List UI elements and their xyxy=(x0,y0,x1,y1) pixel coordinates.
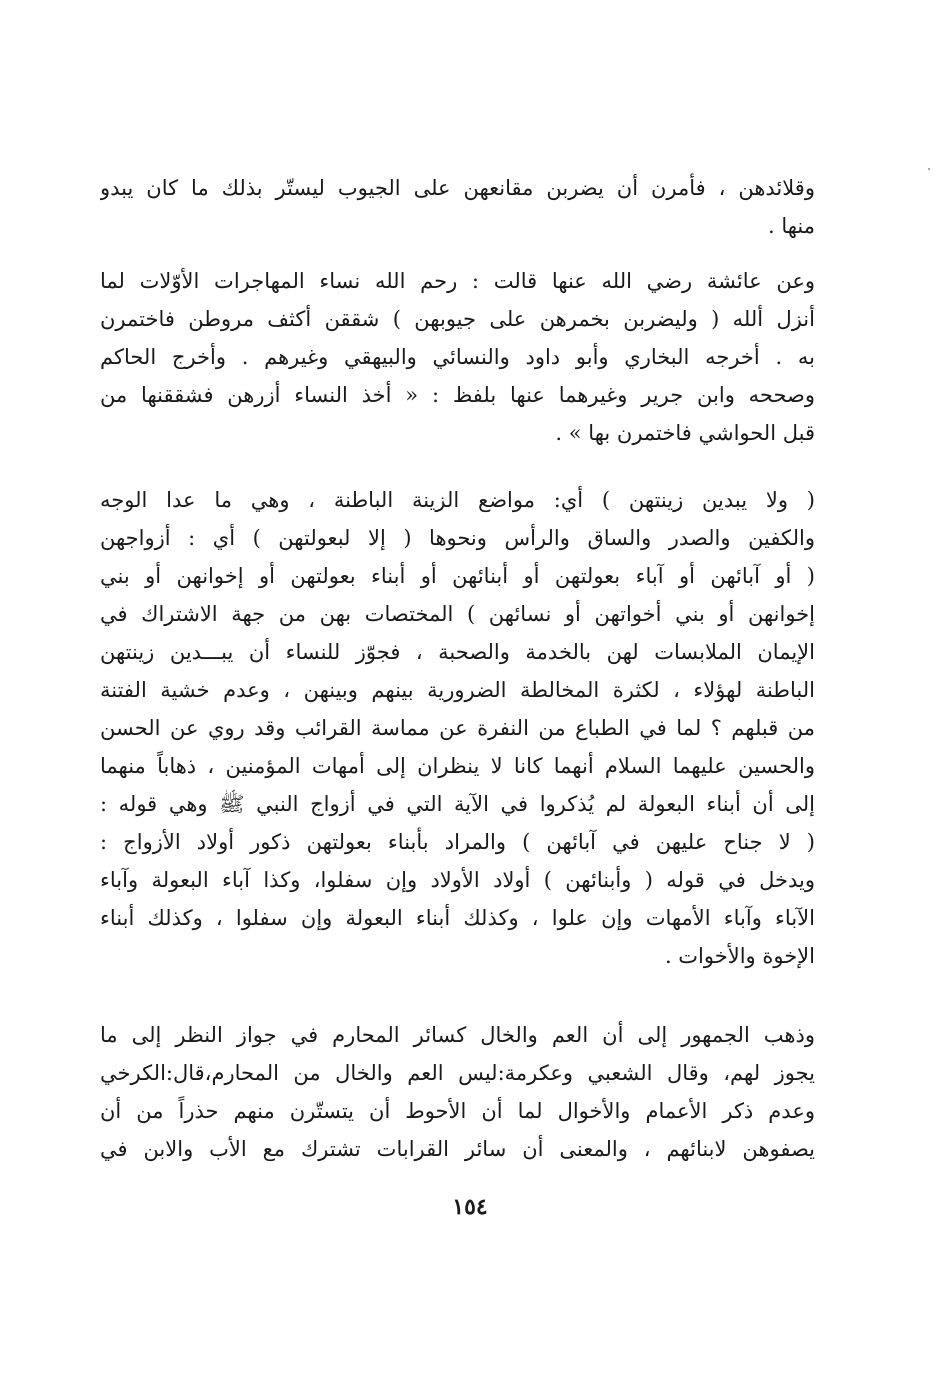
text-line: وقلائدهن ، فأمرن أن يضربن مقانعهن على الجيوب ليستّر بذلك ما كان يبدو xyxy=(100,176,815,200)
text-line: وعدم ذكر الأعمام والأخوال لما أن الأحوط أن يتستّرن منهم حذراً من أن xyxy=(100,1099,815,1123)
paragraph-1 xyxy=(100,169,815,245)
text-line: والكفين والصدر والساق والرأس ونحوها ( إلا لبعولتهن ) أي : أزواجهن xyxy=(100,526,815,550)
text-line: من قبلهم ؟ لما في الطباع من النفرة عن مماسة القرائب وقد روي عن الحسن xyxy=(100,716,815,740)
text-line: الآباء وآباء الأمهات وإن علوا ، وكذلك أبناء البعولة وإن سفلوا ، وكذلك أبناء xyxy=(100,906,815,930)
text-line: الباطنة لهؤلاء ، لكثرة المخالطة الضرورية بينهم وبينهن ، وعدم خشية الفتنة xyxy=(100,678,815,702)
scan-speck xyxy=(928,168,930,170)
text-line: إلى أن أبناء البعولة لم يُذكروا في الآية التي في أزواج النبي ﷺ وهي قوله : xyxy=(100,792,815,816)
text-line: وذهب الجمهور إلى أن العم والخال كسائر المحارم في جواز النظر إلى ما xyxy=(100,1023,815,1047)
text-line: ( ولا يبدين زينتهن ) أي: مواضع الزينة الباطنة ، وهي ما عدا الوجه xyxy=(100,488,815,512)
text-line: يصفوهن لابنائهم ، والمعنى أن سائر القرابات تشترك مع الأب والابن في xyxy=(100,1137,815,1161)
text-line: إخوانهن أو بني أخواتهن أو نسائهن ) المختصات بهن من جهة الاشتراك في xyxy=(100,602,815,626)
paragraph-3 xyxy=(100,481,815,975)
text-line: الإخوة والأخوات . xyxy=(664,944,815,968)
page-number: ١٥٤ xyxy=(452,1194,488,1220)
text-line: الإيمان الملابسات لهن بالخدمة والصحبة ، فجوّز للنساء أن يبـــدين زينتهن xyxy=(100,640,815,664)
text-line: به . أخرجه البخاري وأبو داود والنسائي والبيهقي وغيرهم . وأخرج الحاكم xyxy=(100,345,815,369)
text-line: ويدخل في قوله ( وأبنائهن ) أولاد الأولاد وإن سفلوا، وكذا آباء البعولة وآباء xyxy=(100,868,815,892)
text-line: قبل الحواشي فاختمرن بها » . xyxy=(555,421,815,445)
text-line: يجوز لهم، وقال الشعبي وعكرمة:ليس العم والخال من المحارم،قال:الكرخي xyxy=(100,1061,815,1085)
text-line: وصححه وابن جرير وغيرهما عنها بلفظ : « أخذ النساء أزرهن فشققنها من xyxy=(100,383,815,407)
text-line: ( أو آبائهن أو آباء بعولتهن أو أبنائهن أو أبناء بعولتهن أو إخوانهن أو بني xyxy=(100,564,815,588)
text-line: منها . xyxy=(767,214,815,238)
paragraph-4 xyxy=(100,1016,815,1168)
text-line: وعن عائشة رضي الله عنها قالت : رحم الله نساء المهاجرات الأوّلات لما xyxy=(100,269,815,293)
text-line: أنزل ألله ( وليضربن بخمرهن على جيوبهن ) شققن أكثف مروطن فاختمرن xyxy=(100,307,815,331)
text-line: والحسين عليهما السلام أنهما كانا لا ينظران إلى أمهات المؤمنين ، ذهاباً منهما xyxy=(100,754,815,778)
text-line: ( لا جناح عليهن في آبائهن ) والمراد بأبناء بعولتهن ذكور أولاد الأزواج : xyxy=(100,830,815,854)
paragraph-2 xyxy=(100,262,815,452)
